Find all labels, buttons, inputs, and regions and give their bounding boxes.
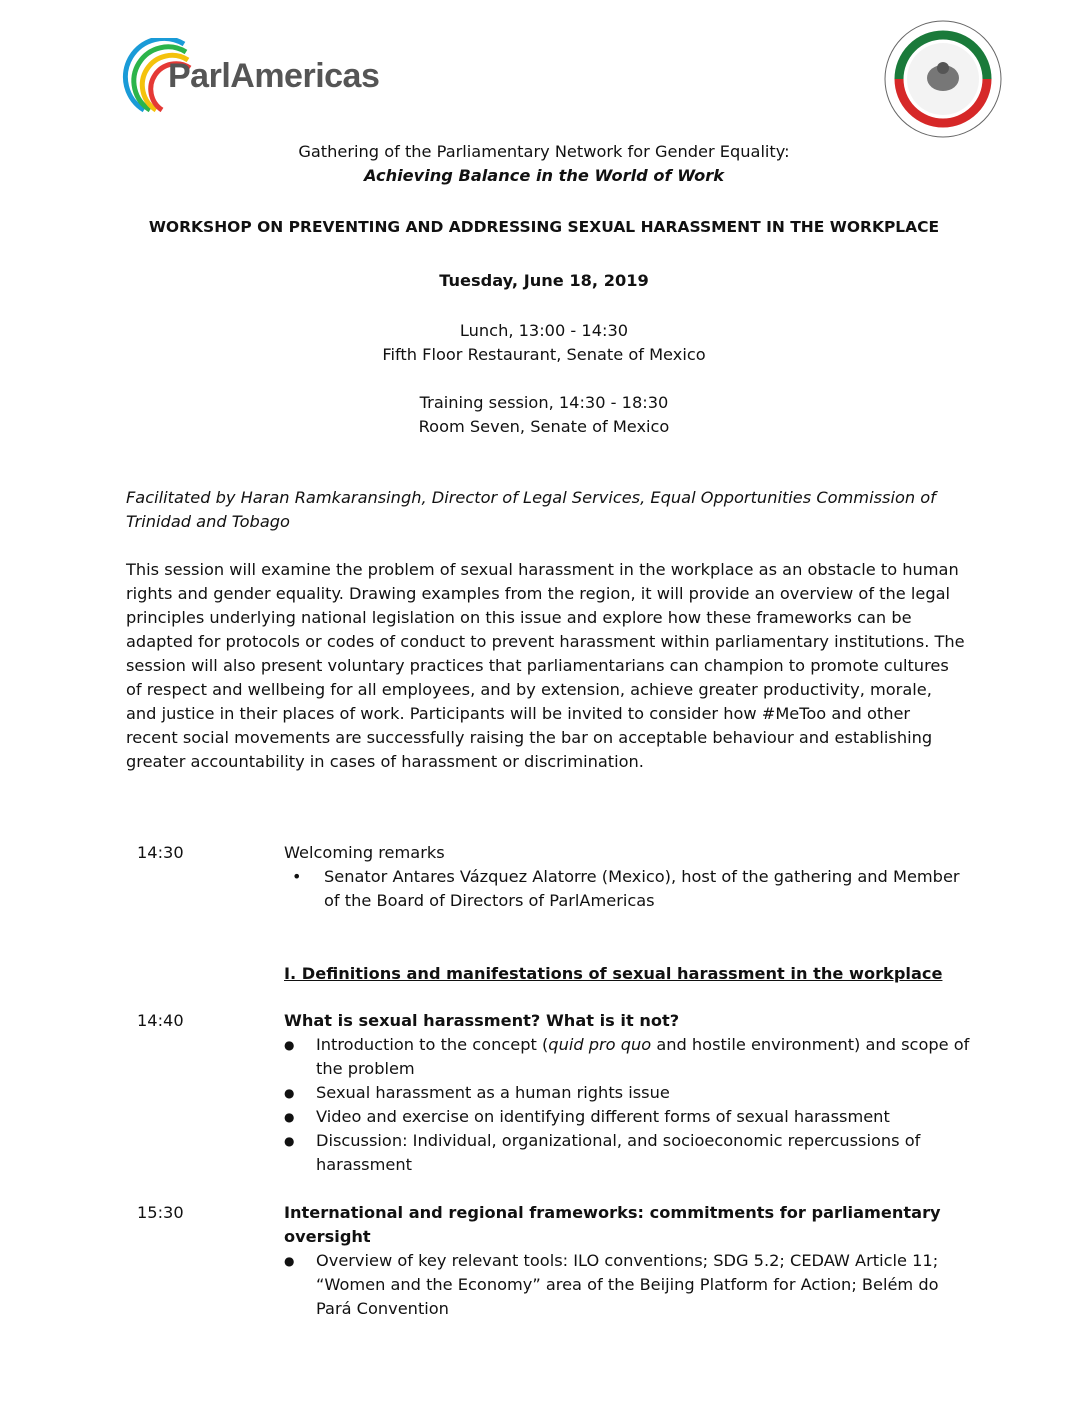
facilitator-line: Facilitated by Haran Ramkaransingh, Director of Legal Services, Equal Opportunities Commission of Trinidad and Tobago (126, 488, 936, 531)
agenda-bullet: ● Video and exercise on identifying different forms of sexual harassment (284, 1105, 974, 1129)
event-subtitle: Achieving Balance in the World of Work (363, 166, 725, 185)
bullet-emphasis: quid pro quo (548, 1035, 652, 1054)
agenda-bullet: ● Overview of key relevant tools: ILO conventions; SDG 5.2; CEDAW Article 11; “Women and the Economy” area of the Beijing Platform for Action; Belém do Pará Convention (284, 1249, 974, 1321)
agenda-item (284, 1201, 974, 1321)
event-title: Gathering of the Parliamentary Network for Gender Equality: (298, 142, 790, 161)
logo-text: ParlAmericas (168, 57, 380, 95)
training-info (0, 391, 1088, 439)
training-place: Room Seven, Senate of Mexico (418, 417, 670, 436)
senate-seal (882, 18, 1004, 140)
agenda-bullet: ● Sexual harassment as a human rights issue (284, 1081, 974, 1105)
agenda-time: 14:40 (137, 1011, 184, 1030)
agenda-item (284, 841, 974, 913)
agenda-time: 14:30 (137, 843, 184, 862)
intro-paragraph: This session will examine the problem of sexual harassment in the workplace as an obstacle to human rights and gender equality. Drawing examples from the region, it will provide an overview of the legal principles underlying national legislation on this issue and explore how these frameworks can be adapted for protocols or codes of conduct to prevent harassment within parliamentary institutions. The session will also present voluntary practices that parliamentarians can champion to promote cultures of respect and wellbeing for all employees, and by extension, achieve greater productivity, morale, and justice in their places of work. Participants will be invited to consider how #MeToo and other recent social movements are successfully raising the bar on acceptable behaviour and establishing greater accountability in cases of harassment or discrimination. (126, 560, 965, 771)
agenda-bullet: ● Discussion: Individual, organizational, and socioeconomic repercussions of harassment (284, 1129, 974, 1177)
bullet-text: and hostile environment) and scope of the problem (316, 1035, 970, 1078)
agenda-bullet: • Senator Antares Vázquez Alatorre (Mexico), host of the gathering and Member of the Board of Directors of ParlAmericas (284, 865, 974, 913)
lunch-place: Fifth Floor Restaurant, Senate of Mexico (382, 345, 706, 364)
lunch-info (0, 319, 1088, 367)
event-date: Tuesday, June 18, 2019 (439, 271, 649, 290)
senate-seal-icon (882, 18, 1004, 140)
workshop-title: WORKSHOP ON PREVENTING AND ADDRESSING SEXUAL HARASSMENT IN THE WORKPLACE (148, 218, 940, 236)
agenda-item-title: International and regional frameworks: commitments for parliamentary oversight (284, 1203, 941, 1246)
training-time: Training session, 14:30 - 18:30 (419, 393, 669, 412)
agenda-item (284, 1009, 974, 1177)
agenda-item-title: What is sexual harassment? What is it not? (284, 1011, 680, 1030)
agenda-time: 15:30 (137, 1203, 184, 1222)
agenda-bullet (284, 1033, 974, 1081)
section-heading: I. Definitions and manifestations of sexual harassment in the workplace (284, 964, 943, 983)
lunch-time: Lunch, 13:00 - 14:30 (459, 321, 629, 340)
parlamericas-logo (106, 38, 426, 114)
agenda-item-title: Welcoming remarks (284, 843, 445, 862)
bullet-text: Introduction to the concept ( (316, 1035, 549, 1054)
